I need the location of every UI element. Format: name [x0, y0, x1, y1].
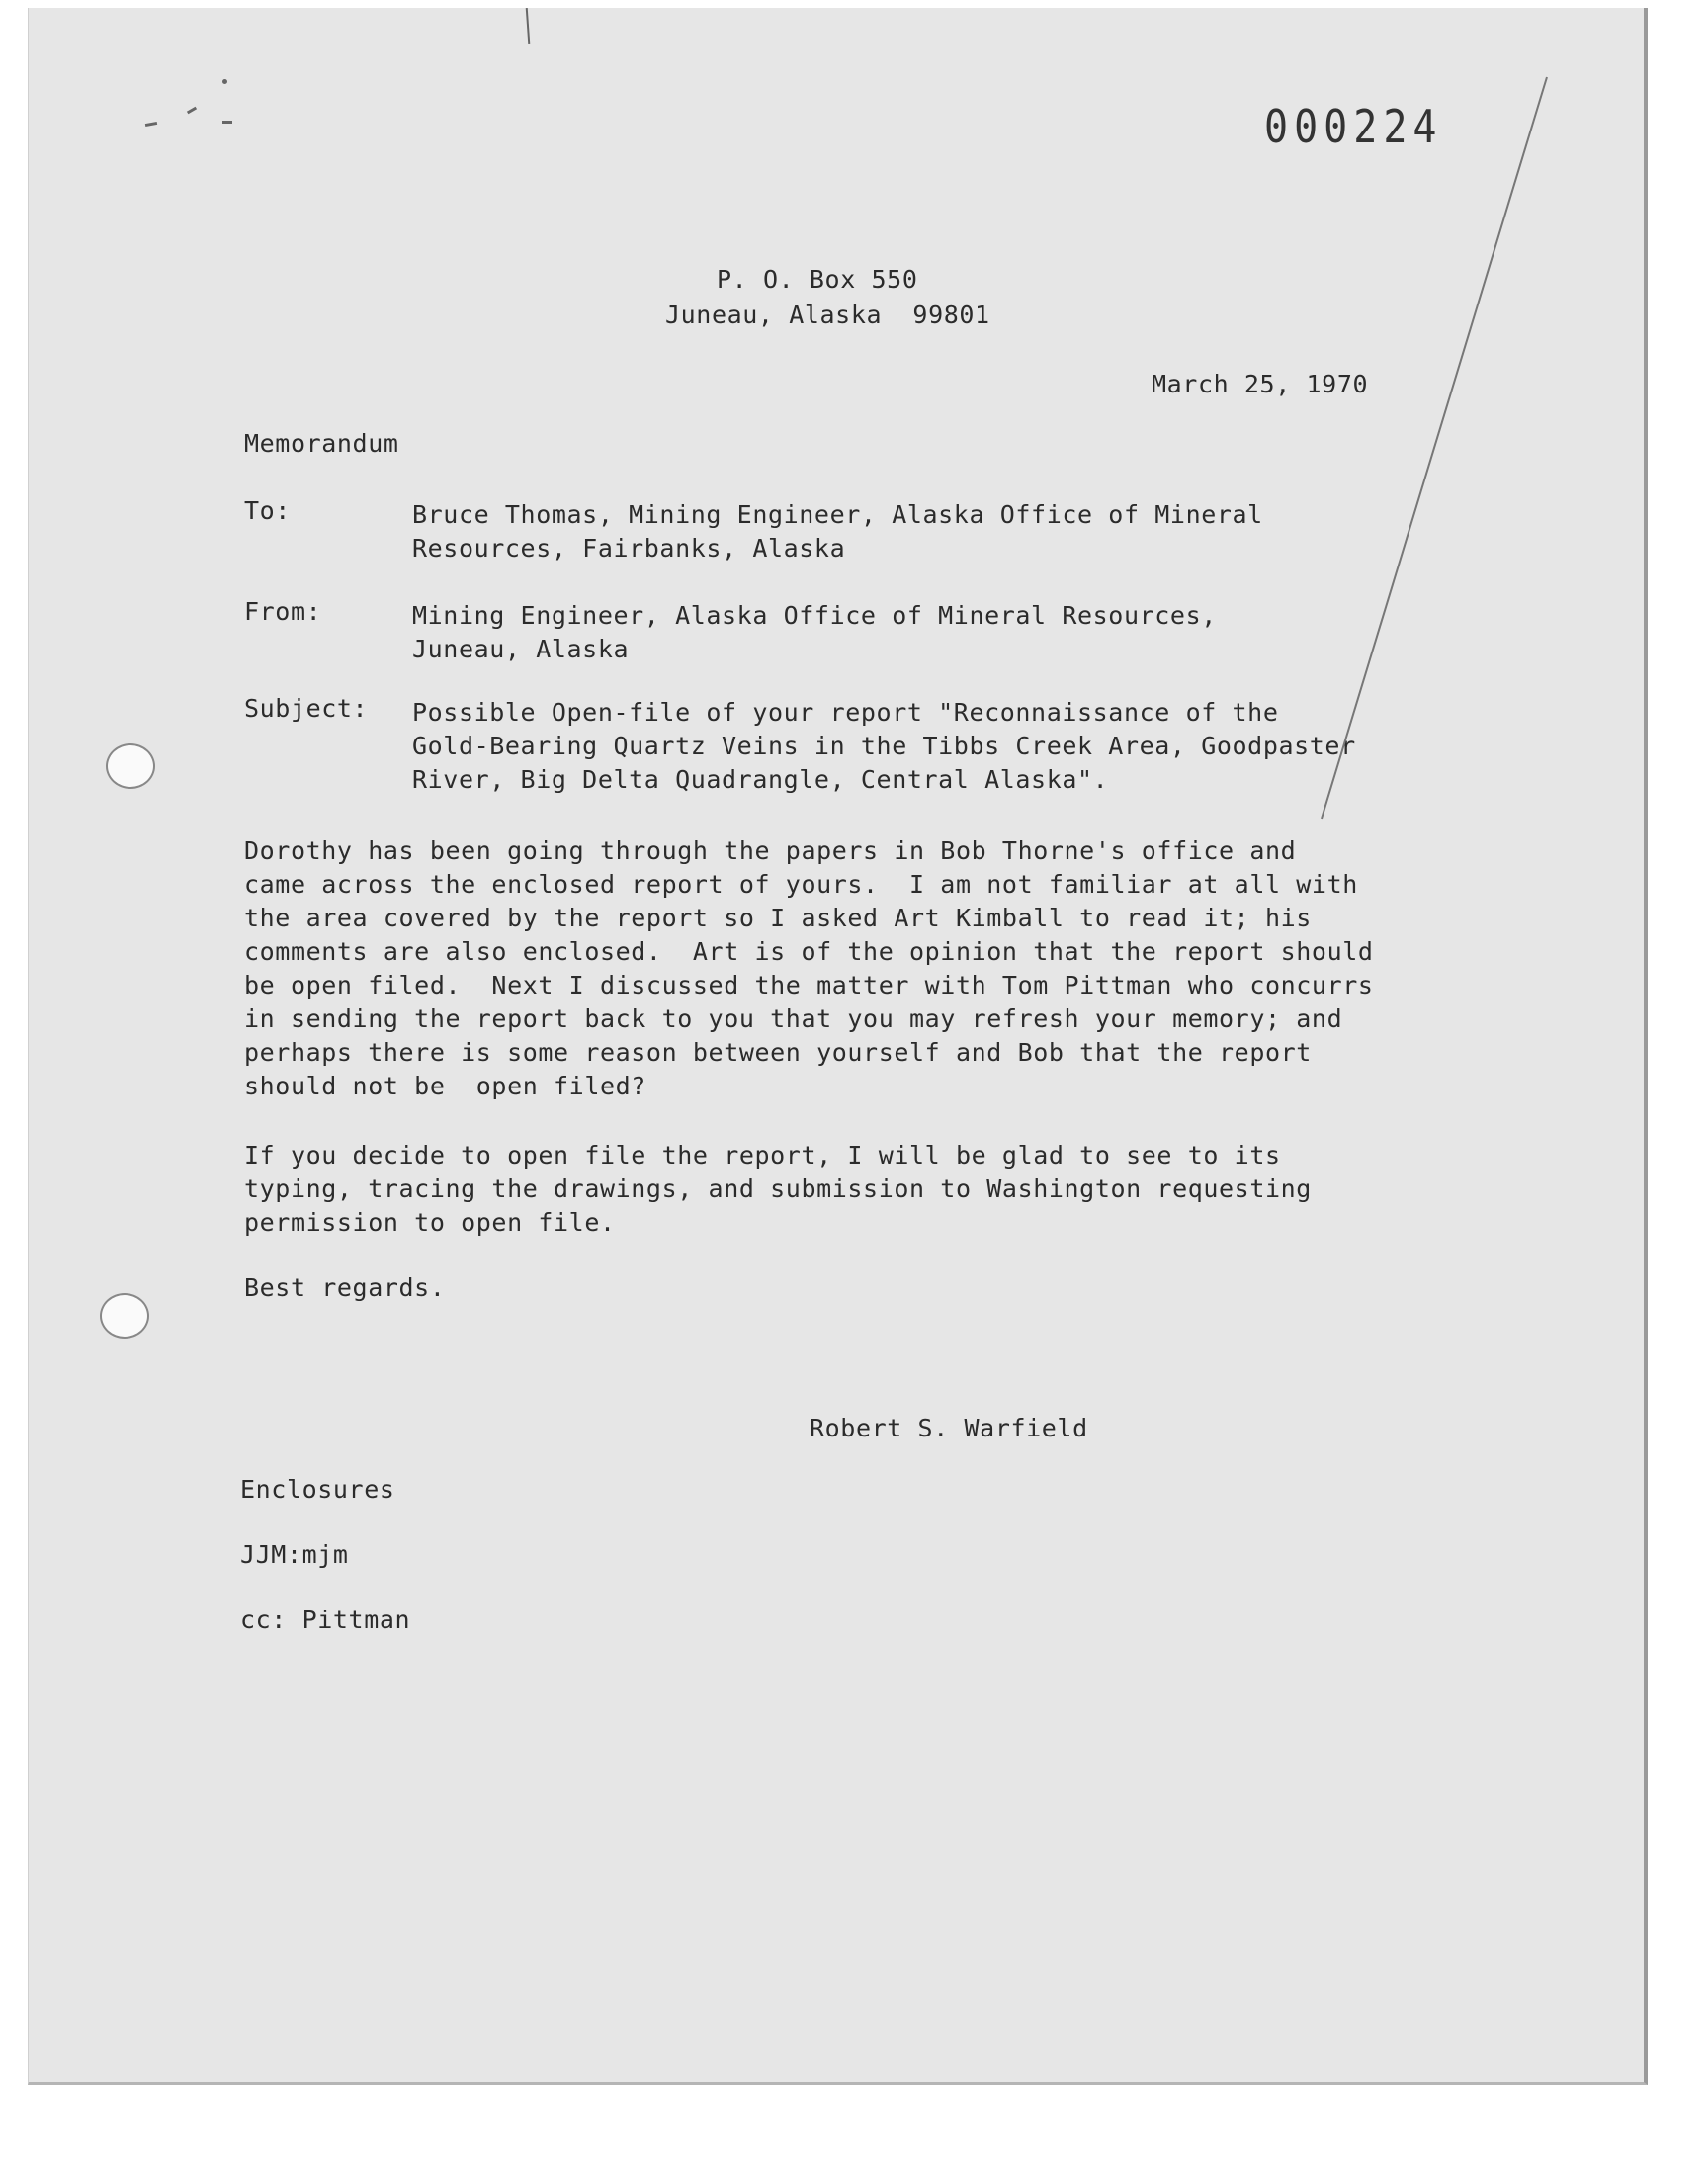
body-line: permission to open file. [244, 1208, 616, 1237]
to-line-1: Bruce Thomas, Mining Engineer, Alaska Office of Mineral [412, 500, 1263, 529]
punch-hole-top [106, 743, 155, 789]
body-line: If you decide to open file the report, I will be glad to see to its [244, 1141, 1281, 1170]
subject-label: Subject: [244, 694, 369, 723]
body-line: came across the enclosed report of yours. I am not familiar at all with [244, 870, 1358, 899]
stray-mark [222, 79, 227, 84]
carbon-copy: cc: Pittman [240, 1606, 411, 1634]
address-line-1: P. O. Box 550 [717, 265, 918, 294]
typist-initials: JJM:mjm [240, 1540, 349, 1569]
stray-mark [222, 121, 232, 124]
document-number: 000224 [1264, 101, 1443, 154]
closing: Best regards. [244, 1273, 446, 1302]
subject-line-3: River, Big Delta Quadrangle, Central Alaska". [412, 765, 1109, 794]
enclosures: Enclosures [240, 1475, 395, 1504]
body-line: the area covered by the report so I asked Art Kimball to read it; his [244, 904, 1312, 932]
punch-hole-bottom [100, 1293, 149, 1339]
body-line: in sending the report back to you that you may refresh your memory; and [244, 1004, 1343, 1033]
body-line: be open filed. Next I discussed the matter with Tom Pittman who concurrs [244, 971, 1374, 1000]
body-line: Dorothy has been going through the papers in Bob Thorne's office and [244, 836, 1297, 865]
memo-date: March 25, 1970 [1152, 370, 1369, 398]
signature: Robert S. Warfield [810, 1414, 1088, 1442]
from-line-1: Mining Engineer, Alaska Office of Mineral Resources, [412, 601, 1217, 630]
subject-line-2: Gold-Bearing Quartz Veins in the Tibbs Creek Area, Goodpaster [412, 732, 1356, 760]
body-line: comments are also enclosed. Art is of the opinion that the report should [244, 937, 1374, 966]
stray-mark [187, 107, 197, 115]
stray-mark [526, 8, 531, 44]
subject-line-1: Possible Open-file of your report "Reconnaissance of the [412, 698, 1279, 727]
document-page [28, 8, 1648, 2085]
to-label: To: [244, 496, 291, 525]
from-label: From: [244, 597, 322, 626]
body-line: typing, tracing the drawings, and submission to Washington requesting [244, 1174, 1312, 1203]
body-line: perhaps there is some reason between yourself and Bob that the report [244, 1038, 1312, 1067]
stray-mark [145, 122, 157, 127]
body-line: should not be open filed? [244, 1072, 646, 1100]
from-line-2: Juneau, Alaska [412, 635, 630, 663]
address-line-2: Juneau, Alaska 99801 [665, 301, 990, 329]
diagonal-pen-line [1314, 67, 1571, 838]
memo-type: Memorandum [244, 429, 399, 458]
to-line-2: Resources, Fairbanks, Alaska [412, 534, 846, 563]
